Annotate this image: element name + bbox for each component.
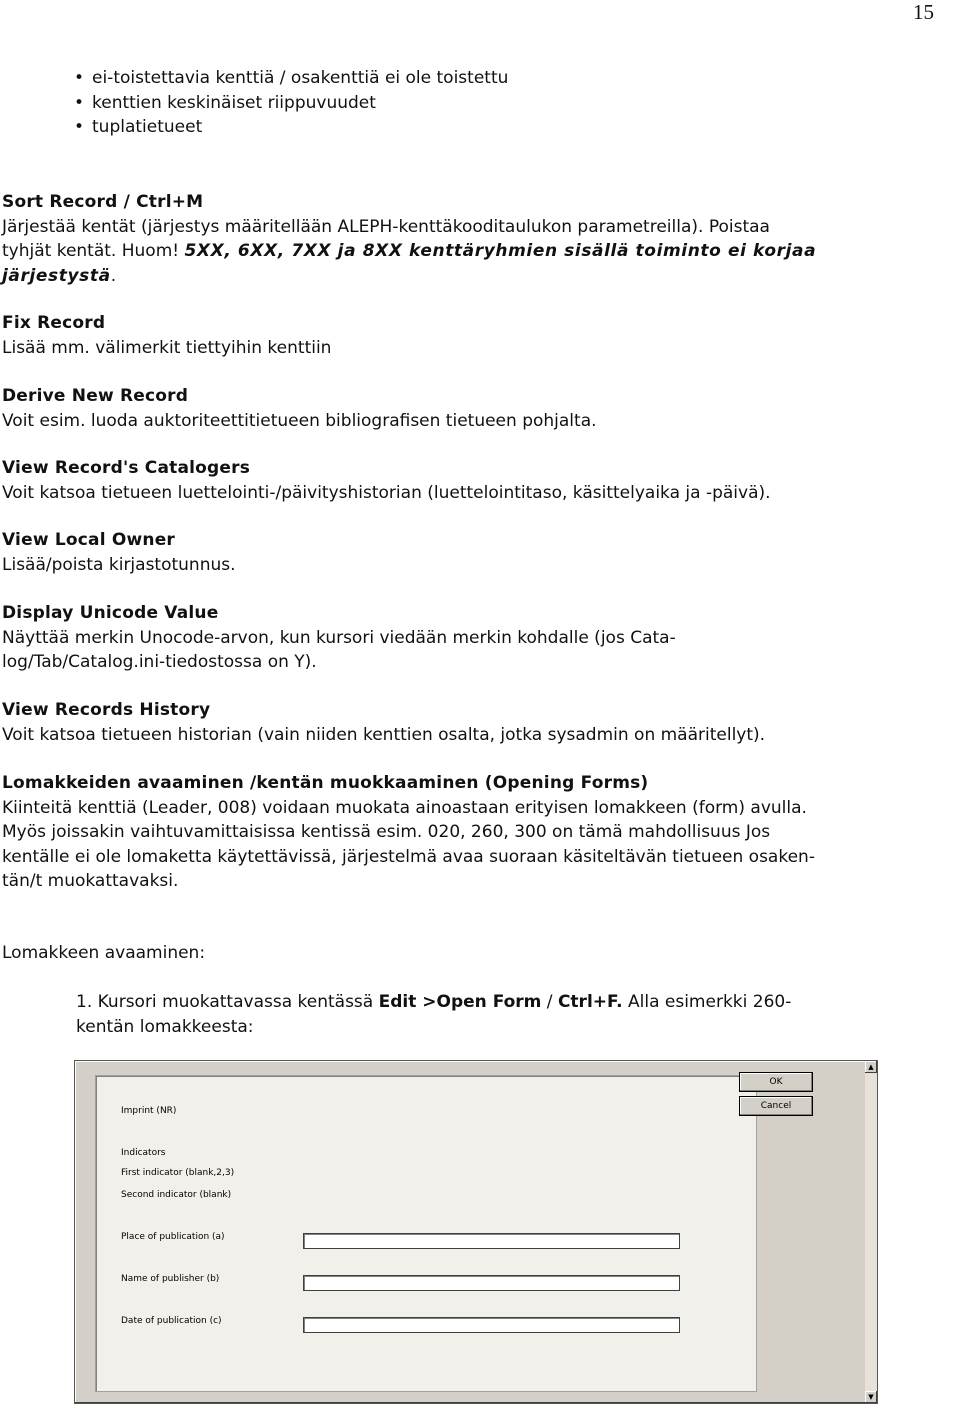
paragraph-line bbox=[2, 239, 957, 264]
second-indicator-label: Second indicator (blank) bbox=[121, 1190, 232, 1200]
text-run: 1. Kursori muokattavassa kentässä bbox=[76, 992, 379, 1012]
paragraph-line: log/Tab/Catalog.ini-tiedostossa on Y). bbox=[2, 652, 317, 672]
paragraph-line: Voit esim. luoda auktoriteettitietueen bibliografisen tietueen pohjalta. bbox=[2, 410, 597, 431]
derive-record-section bbox=[2, 384, 957, 433]
section-heading: Display Unicode Value bbox=[2, 603, 219, 623]
step-1 bbox=[76, 990, 946, 1039]
text-run: . bbox=[110, 265, 117, 286]
open-form-section bbox=[2, 941, 957, 966]
form-screenshot bbox=[74, 1060, 878, 1404]
publisher-input[interactable] bbox=[303, 1275, 680, 1291]
paragraph-line: Lisää/poista kirjastotunnus. bbox=[2, 554, 236, 575]
paragraph-line: Voit katsoa tietueen historian (vain niiden kenttien osalta, jotka sysadmin on määritellyt). bbox=[2, 724, 766, 745]
publisher-label: Name of publisher (b) bbox=[121, 1274, 220, 1284]
paragraph-line: tän/t muokattavaksi. bbox=[2, 871, 179, 891]
form-panel bbox=[95, 1075, 757, 1392]
section-heading: Lomakkeiden avaaminen /kentän muokkaaminen (Opening Forms) bbox=[2, 773, 649, 793]
emphasis-text: 5XX, 6XX, 7XX ja 8XX kenttäryhmien sisällä toiminto ei korjaa bbox=[184, 241, 817, 261]
text-run: Alla esimerkki 260- bbox=[622, 992, 792, 1012]
section-heading: Sort Record / Ctrl+M bbox=[2, 192, 204, 212]
indicators-label: Indicators bbox=[121, 1148, 166, 1158]
scroll-up-icon[interactable]: ▲ bbox=[865, 1061, 877, 1073]
text-run: / bbox=[541, 992, 558, 1012]
date-of-publication-input[interactable] bbox=[303, 1317, 680, 1333]
paragraph-line: kentälle ei ole lomaketta käytettävissä, järjestelmä avaa suoraan käsiteltävän tietueen osaken- bbox=[2, 846, 815, 867]
place-of-publication-label: Place of publication (a) bbox=[121, 1232, 225, 1242]
page-number: 15 bbox=[913, 0, 934, 24]
section-heading: View Record's Catalogers bbox=[2, 458, 251, 478]
place-of-publication-input[interactable] bbox=[303, 1233, 680, 1249]
paragraph-line: Myös joissakin vaihtuvamittaisissa kentissä esim. 020, 260, 300 on tämä mahdollisuus Jos bbox=[2, 822, 771, 842]
date-of-publication-label: Date of publication (c) bbox=[121, 1316, 222, 1326]
paragraph-line: Kiinteitä kenttiä (Leader, 008) voidaan muokata ainoastaan erityisen lomakkeen (form) avulla. bbox=[2, 797, 807, 818]
opening-forms-section bbox=[2, 771, 957, 894]
section-subheading: Lomakkeen avaaminen: bbox=[2, 943, 206, 963]
paragraph-line: Näyttää merkin Unocode-arvon, kun kursori viedään merkin kohdalle (jos Cata- bbox=[2, 627, 676, 648]
paragraph-line: kentän lomakkeesta: bbox=[76, 1016, 254, 1037]
unicode-section bbox=[2, 601, 957, 675]
list-item: • ei-toistettavia kenttiä / osakenttiä ei ole toistettu bbox=[74, 66, 508, 91]
list-item: • kenttien keskinäiset riippuvuudet bbox=[74, 91, 508, 116]
local-owner-section bbox=[2, 528, 957, 577]
paragraph-line: Lisää mm. välimerkit tiettyihin kenttiin bbox=[2, 337, 332, 358]
menu-path: Edit >Open Form bbox=[378, 992, 542, 1012]
imprint-label: Imprint (NR) bbox=[121, 1106, 177, 1116]
vertical-scrollbar[interactable] bbox=[865, 1061, 877, 1403]
fix-record-section bbox=[2, 311, 957, 360]
paragraph-line: Järjestää kentät (järjestys määritellään ALEPH-kenttäkooditaulukon parametreilla). Poistaa bbox=[2, 216, 770, 237]
keyboard-shortcut: Ctrl+F. bbox=[557, 992, 623, 1012]
emphasis-text: järjestystä bbox=[2, 265, 111, 286]
sort-record-section bbox=[2, 190, 957, 288]
paragraph-line bbox=[2, 264, 957, 289]
paragraph-line bbox=[76, 990, 946, 1015]
list-item: • tuplatietueet bbox=[74, 115, 508, 140]
history-section bbox=[2, 698, 957, 747]
scroll-down-icon[interactable]: ▼ bbox=[865, 1391, 877, 1403]
section-heading: Fix Record bbox=[2, 313, 106, 333]
section-heading: View Local Owner bbox=[2, 530, 176, 550]
section-heading: View Records History bbox=[2, 700, 211, 720]
checklist bbox=[74, 66, 508, 140]
first-indicator-label: First indicator (blank,2,3) bbox=[121, 1168, 235, 1178]
paragraph-line: Voit katsoa tietueen luettelointi-/päivityshistorian (luettelointitaso, käsittelyaika ja -päivä). bbox=[2, 482, 771, 503]
cancel-button[interactable]: Cancel bbox=[739, 1096, 813, 1116]
ok-button[interactable]: OK bbox=[739, 1072, 813, 1092]
catalogers-section bbox=[2, 456, 957, 505]
section-heading: Derive New Record bbox=[2, 386, 189, 406]
text-run: tyhjät kentät. Huom! bbox=[2, 241, 185, 261]
